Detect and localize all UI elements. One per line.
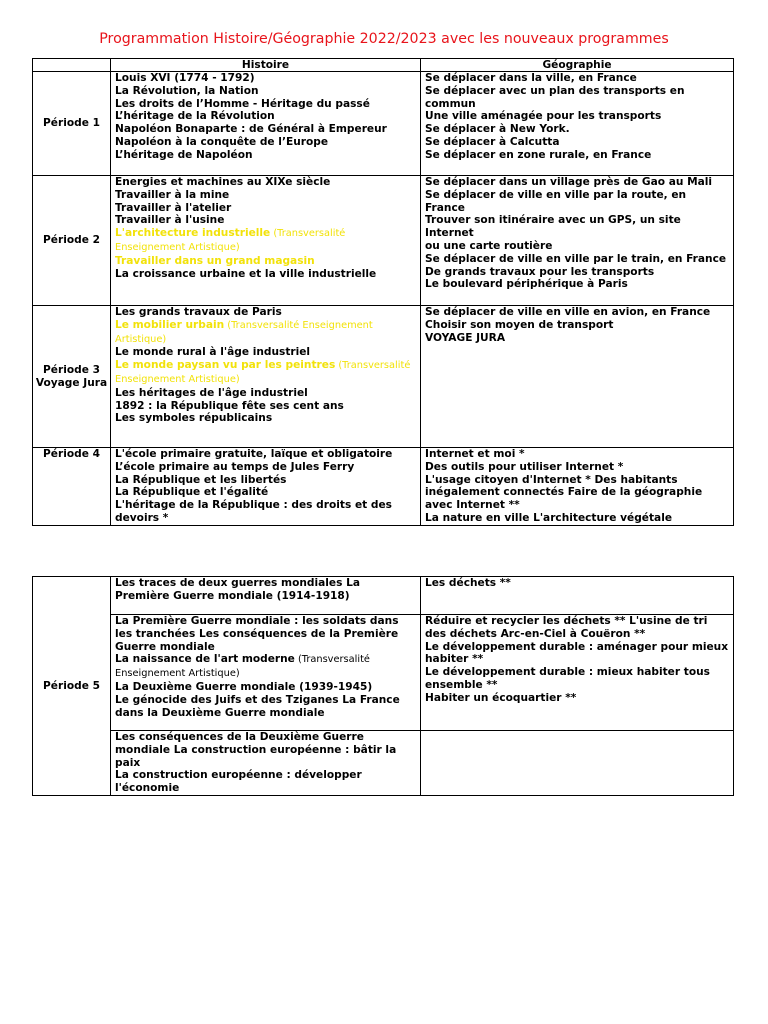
topic-text: La République et l'égalité	[115, 486, 269, 499]
cell-line	[425, 110, 729, 123]
cell-line	[115, 577, 416, 603]
geographie-cell	[421, 615, 734, 731]
cell-line	[425, 474, 729, 512]
highlighted-topic: Le mobilier urbain	[115, 318, 225, 331]
cell-line	[425, 448, 729, 461]
highlighted-topic: Le monde paysan vu par les peintres	[115, 359, 336, 372]
topic-text: Se déplacer à Calcutta	[425, 135, 560, 148]
cell-line	[425, 319, 729, 332]
cell-line	[425, 149, 729, 162]
cell-line	[115, 615, 416, 653]
topic-text: Napoléon Bonaparte : de Général à Empereur	[115, 123, 387, 136]
topic-text: Les symboles républicains	[115, 412, 273, 425]
topic-text: 1892 : la République fête ses cent ans	[115, 399, 344, 412]
period-label: Période 4	[33, 448, 111, 526]
topic-text: La construction européenne : développer l'économie	[115, 769, 362, 795]
histoire-cell	[111, 176, 421, 306]
cell-line	[115, 653, 416, 681]
cell-line	[115, 85, 416, 98]
cell-line	[425, 306, 729, 319]
topic-text: La Révolution, la Nation	[115, 84, 259, 97]
cell-line	[115, 214, 416, 227]
topic-text: Les conséquences de la Deuxième Guerre mondiale La construction européenne : bâtir la paix	[115, 731, 397, 769]
topic-text: Le monde rural à l'âge industriel	[115, 346, 311, 359]
topic-text: Trouver son itinéraire avec un GPS, un site Internet	[425, 214, 681, 240]
topic-text: Le boulevard périphérique à Paris	[425, 278, 628, 291]
topic-text: Réduire et recycler les déchets ** L'usine de tri des déchets Arc-en-Ciel à Couëron **	[425, 615, 708, 640]
topic-text: Une ville aménagée pour les transports	[425, 110, 662, 123]
cell-line	[115, 227, 416, 255]
cell-line	[425, 253, 729, 266]
cell-line	[115, 359, 416, 387]
cell-line	[115, 681, 416, 694]
topic-text: Se déplacer à New York.	[425, 123, 570, 136]
topic-text: Les traces de deux guerres mondiales La Première Guerre mondiale (1914-1918)	[115, 577, 360, 602]
cell-line	[115, 319, 416, 347]
topic-text: Le génocide des Juifs et des Tziganes La France dans la Deuxième Guerre mondiale	[115, 693, 400, 719]
geographie-cell	[421, 731, 734, 796]
topic-text: Se déplacer dans un village près de Gao au Mali	[425, 176, 713, 188]
topic-text: L'héritage de la République : des droits et des devoirs *	[115, 499, 392, 524]
period-row	[33, 448, 734, 526]
cell-line	[115, 499, 416, 525]
period-label: Période 5	[33, 577, 111, 796]
cell-line	[425, 176, 729, 189]
topic-text: La naissance de l'art moderne	[115, 653, 295, 666]
cell-line	[115, 268, 416, 281]
cell-line	[425, 577, 729, 590]
topic-text: Napoléon à la conquête de l’Europe	[115, 135, 329, 148]
cell-line	[425, 332, 729, 345]
header-row	[33, 59, 734, 72]
geographie-cell	[421, 577, 734, 615]
cell-line	[115, 400, 416, 413]
topic-text: La croissance urbaine et la ville industrielle	[115, 267, 377, 280]
cell-line	[115, 255, 416, 268]
topic-text: Travailler à l'atelier	[115, 201, 232, 214]
period-5-row-2	[33, 615, 734, 731]
cell-line	[115, 136, 416, 149]
cell-line	[425, 461, 729, 474]
transversality-note: (Transversalité Enseignement Artistique)	[115, 228, 346, 253]
period-label: Période 1	[33, 72, 111, 176]
histoire-cell	[111, 448, 421, 526]
period-label: Période 3 Voyage Jura	[33, 306, 111, 448]
period-row	[33, 72, 734, 176]
topic-text: Se déplacer dans la ville, en France	[425, 72, 637, 84]
topic-text: Les déchets **	[425, 577, 511, 589]
period-5-row-1	[33, 577, 734, 615]
cell-line	[115, 189, 416, 202]
cell-line	[425, 123, 729, 136]
topic-text: VOYAGE JURA	[425, 331, 506, 344]
topic-text: Se déplacer de ville en ville en avion, en France	[425, 306, 711, 318]
cell-line	[115, 694, 416, 720]
cell-line	[115, 306, 416, 319]
highlighted-topic: Travailler dans un grand magasin	[115, 254, 315, 267]
cell-line	[115, 98, 416, 111]
topic-text: La Première Guerre mondiale : les soldats dans les tranchées Les conséquences de la Première Guerre mondiale	[115, 615, 399, 653]
cell-line	[425, 512, 729, 525]
header-geographie: Géographie	[421, 59, 734, 72]
cell-line	[425, 240, 729, 253]
period-5-row-3	[33, 731, 734, 796]
topic-text: Energies et machines au XIXe siècle	[115, 176, 331, 188]
cell-line	[115, 474, 416, 487]
topic-text: L'école primaire gratuite, laïque et obligatoire	[115, 448, 393, 460]
geographie-cell	[421, 72, 734, 176]
cell-line	[425, 85, 729, 111]
topic-text: Le développement durable : aménager pour mieux habiter **	[425, 640, 729, 666]
topic-text: De grands travaux pour les transports	[425, 265, 655, 278]
topic-text: Les héritages de l'âge industriel	[115, 386, 308, 399]
transversality-note: (Transversalité Enseignement Artistique)	[115, 360, 411, 385]
cell-line	[425, 641, 729, 667]
topic-text: La Deuxième Guerre mondiale (1939-1945)	[115, 680, 373, 693]
transversality-note: (Transversalité Enseignement Artistique)	[115, 319, 373, 345]
topic-text: ou une carte routière	[425, 239, 553, 252]
cell-line	[425, 278, 729, 291]
transversality-note: (Transversalité Enseignement Artistique)	[115, 654, 370, 680]
cell-line	[115, 346, 416, 359]
cell-line	[115, 72, 416, 85]
page-title: Programmation Histoire/Géographie 2022/2023 avec les nouveaux programmes	[99, 31, 669, 47]
geographie-cell	[421, 176, 734, 306]
topic-text: L’héritage de la Révolution	[115, 110, 275, 123]
programme-table-2	[32, 576, 734, 796]
header-empty	[33, 59, 111, 72]
cell-line	[115, 731, 416, 769]
cell-line	[425, 615, 729, 641]
cell-line	[425, 266, 729, 279]
topic-text: Choisir son moyen de transport	[425, 318, 614, 331]
cell-line	[425, 214, 729, 240]
cell-line	[115, 110, 416, 123]
cell-line	[115, 387, 416, 400]
topic-text: Habiter un écoquartier **	[425, 691, 577, 704]
topic-text: Travailler à la mine	[115, 188, 230, 201]
topic-text: Louis XVI (1774 - 1792)	[115, 72, 255, 84]
geographie-cell	[421, 306, 734, 448]
header-histoire: Histoire	[111, 59, 421, 72]
cell-line	[115, 412, 416, 425]
period-label: Période 2	[33, 176, 111, 306]
topic-text: La République et les libertés	[115, 473, 287, 486]
topic-text: Se déplacer de ville en ville par le train, en France	[425, 252, 727, 265]
geographie-cell	[421, 448, 734, 526]
cell-line	[115, 149, 416, 162]
histoire-cell	[111, 72, 421, 176]
period-row	[33, 176, 734, 306]
cell-line	[115, 486, 416, 499]
topic-text: Les grands travaux de Paris	[115, 306, 282, 318]
cell-line	[115, 448, 416, 461]
histoire-cell	[111, 306, 421, 448]
cell-line	[425, 666, 729, 692]
topic-text: L’école primaire au temps de Jules Ferry	[115, 460, 355, 473]
cell-line	[425, 136, 729, 149]
topic-text: Se déplacer avec un plan des transports en commun	[425, 84, 685, 110]
histoire-cell	[111, 577, 421, 615]
cell-line	[425, 189, 729, 215]
cell-line	[115, 176, 416, 189]
cell-line	[115, 123, 416, 136]
topic-text: L’héritage de Napoléon	[115, 148, 253, 161]
topic-text: Les droits de l’Homme - Héritage du passé	[115, 97, 370, 110]
topic-text: Internet et moi *	[425, 448, 525, 460]
topic-text: Se déplacer de ville en ville par la route, en France	[425, 188, 687, 214]
cell-line	[425, 692, 729, 705]
histoire-cell	[111, 731, 421, 796]
topic-text: La nature en ville L'architecture végétale	[425, 511, 673, 524]
topic-text: Travailler à l'usine	[115, 214, 225, 227]
cell-line	[115, 202, 416, 215]
cell-line	[115, 769, 416, 795]
cell-line	[425, 72, 729, 85]
topic-text: L'usage citoyen d'Internet * Des habitants inégalement connectés Faire de la géographie avec Internet **	[425, 473, 703, 512]
histoire-cell	[111, 615, 421, 731]
cell-line	[115, 461, 416, 474]
topic-text: Des outils pour utiliser Internet *	[425, 460, 624, 473]
period-row	[33, 306, 734, 448]
topic-text: Se déplacer en zone rurale, en France	[425, 148, 652, 161]
highlighted-topic: L'architecture industrielle	[115, 227, 271, 240]
programme-table-1	[32, 58, 734, 526]
topic-text: Le développement durable : mieux habiter tous ensemble **	[425, 666, 710, 691]
